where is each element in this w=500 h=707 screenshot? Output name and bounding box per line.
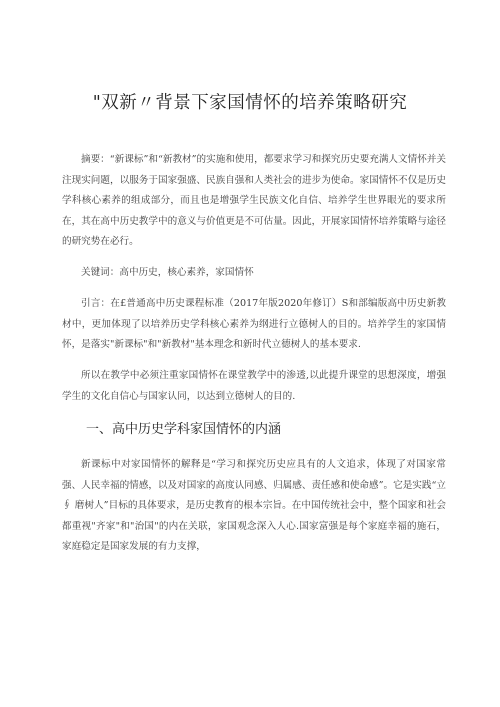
keywords-paragraph: 关键词：高中历史，核心素养，家国情怀 xyxy=(81,267,254,278)
purpose-paragraph: 所以在教学中必须注重家国情怀在课堂教学中的渗透,以此提升课堂的思想深度，增强学生的文化自信心与国家认同，以达到立德树人的目的. xyxy=(62,370,446,402)
section-body-paragraph: 新课标中对家国情怀的解释是“学习和探究历史应具有的人文追求，体现了对国家常强、人民幸福的情感，以及对国家的高度认同感、归属感、责任感和使命感”。它是实践“立 ∮ 磨树人”目标的具体要求，是历史教育的根本宗旨。在中国传统社会中，整个国家和社会都重视"齐家"和"治国"的内在关联，家国观念深入人心.国家富强是每个家庭幸福的施石，家庭稳定是国家发展的有力支撑， xyxy=(62,459,446,552)
abstract-paragraph: 摘要：“新课标”和“新教材”的实施和使用，都要求学习和探究历史要充满人文情怀并关注现实问题，以服务于国家强盛、民族自强和人类社会的进步为使命。家国情怀不仅是历史学科核心素养的组成部分，而且也是增强学生民族文化自信、培养学生世界眼光的要求所在，其在高中历史教学中的意义与价值更是不可估量。因此，开展家国情怀培养策略与途径的研究势在必行。 xyxy=(62,154,446,247)
intro-paragraph: 引言：在£普通高中历史课程标准（2017年版2020年修订）S和部编版高中历史新教材中，更加体现了以培养历史学科核心素养为纲进行立德树人的目的。培养学生的家国情怀，是落实"新课标"和"新教材"基本理念和新时代立德树人的基本要求. xyxy=(62,298,446,350)
page-title: "双新〃背景下家国情怀的培养策略研究 xyxy=(92,93,408,113)
section-heading: 一、高中历史学科家国情怀的内涵 xyxy=(86,422,282,437)
